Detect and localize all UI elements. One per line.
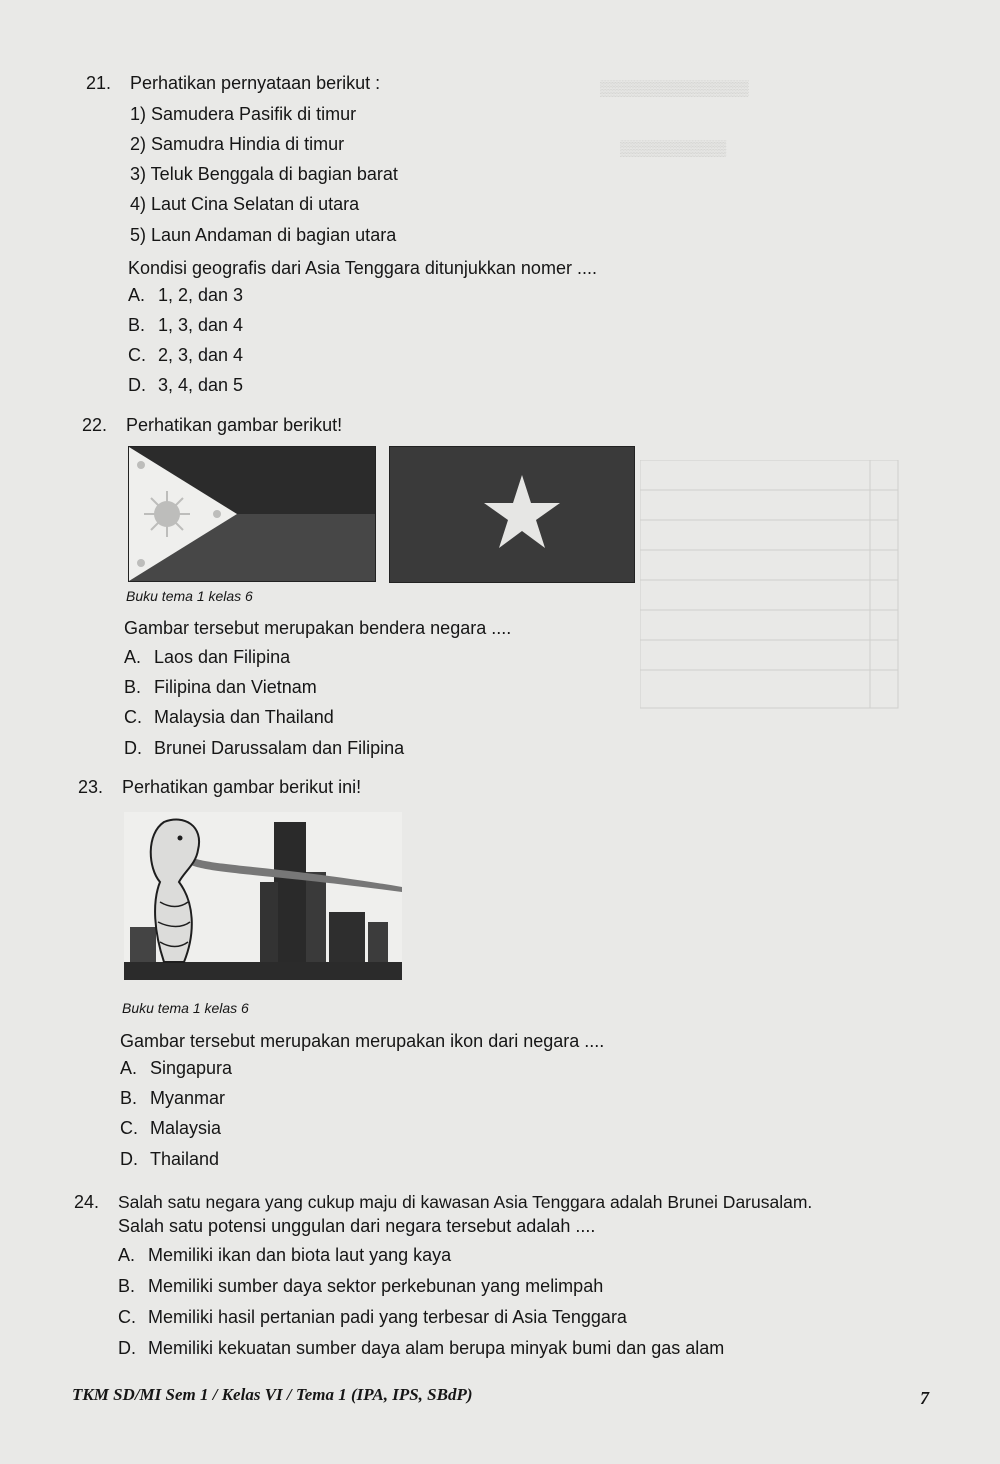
option-text: Malaysia (150, 1118, 222, 1138)
option-letter: B. (124, 677, 142, 697)
bleed-table-grid (640, 460, 900, 710)
option-letter: B. (118, 1276, 136, 1296)
vietnam-flag-image (389, 446, 635, 583)
option-letter: C. (128, 345, 146, 365)
bleed-through-text: ▒▒▒▒▒▒▒▒▒▒▒▒▒▒ (600, 80, 749, 97)
option-text: Brunei Darussalam dan Filipina (154, 738, 405, 758)
option-letter: A. (118, 1245, 136, 1265)
q23-stem: Perhatikan gambar berikut ini! (122, 777, 362, 797)
option-text: Thailand (150, 1149, 220, 1169)
q21-option-b[interactable] (128, 315, 243, 336)
q23-prompt: Gambar tersebut merupakan merupakan ikon dari negara .... (120, 1031, 605, 1051)
q21-stem: Perhatikan pernyataan berikut : (130, 73, 381, 93)
q22-option-d[interactable] (124, 738, 404, 759)
q22-image-caption: Buku tema 1 kelas 6 (126, 588, 253, 604)
option-letter: C. (124, 707, 142, 727)
bleed-through-table (640, 460, 900, 714)
q23-option-a[interactable] (120, 1058, 232, 1079)
q23-number: 23. (78, 777, 104, 797)
option-text: Singapura (150, 1058, 233, 1078)
option-letter: D. (124, 738, 142, 758)
q21-option-c[interactable] (128, 345, 243, 366)
option-text: 1, 2, dan 3 (158, 285, 244, 305)
philippines-flag-image (128, 446, 376, 582)
option-text: Filipina dan Vietnam (154, 677, 317, 697)
q23-option-c[interactable] (120, 1118, 221, 1139)
q21-item: 4) Laut Cina Selatan di utara (130, 194, 360, 214)
footer-title: TKM SD/MI Sem 1 / Kelas VI / Tema 1 (IPA, IPS, SBdP) (72, 1385, 473, 1404)
q23-option-b[interactable] (120, 1088, 225, 1109)
q22-option-a[interactable] (124, 647, 290, 668)
option-text: Laos dan Filipina (154, 647, 291, 667)
q22-option-c[interactable] (124, 707, 334, 728)
option-text: 1, 3, dan 4 (158, 315, 244, 335)
option-letter: A. (128, 285, 146, 305)
q24-number: 24. (74, 1192, 100, 1212)
q23-option-d[interactable] (120, 1149, 219, 1170)
q21-item: 2) Samudra Hindia di timur (130, 134, 345, 154)
page-number: 7 (920, 1388, 929, 1408)
q22-option-b[interactable] (124, 677, 317, 698)
q23-image-caption: Buku tema 1 kelas 6 (122, 1000, 249, 1016)
option-letter: D. (118, 1338, 136, 1358)
q24-option-b[interactable] (118, 1276, 603, 1297)
merlion-image (124, 812, 402, 980)
option-letter: B. (120, 1088, 138, 1108)
option-text: Malaysia dan Thailand (154, 707, 334, 727)
q24-option-c[interactable] (118, 1307, 627, 1328)
option-text: 3, 4, dan 5 (158, 375, 244, 395)
q21-prompt: Kondisi geografis dari Asia Tenggara ditunjukkan nomer .... (128, 258, 597, 278)
q21-item: 3) Teluk Benggala di bagian barat (130, 164, 398, 184)
q22-prompt: Gambar tersebut merupakan bendera negara .... (124, 618, 512, 638)
q21-option-a[interactable] (128, 285, 243, 306)
option-text: Memiliki kekuatan sumber daya alam berupa minyak bumi dan gas alam (148, 1338, 725, 1358)
q22-number: 22. (82, 415, 108, 435)
option-text: Myanmar (150, 1088, 226, 1108)
q22-stem: Perhatikan gambar berikut! (126, 415, 343, 435)
q24-stem-line-2: Salah satu potensi unggulan dari negara tersebut adalah .... (118, 1216, 596, 1236)
option-letter: D. (128, 375, 146, 395)
option-letter: A. (120, 1058, 138, 1078)
bleed-through-text: ▒▒▒▒▒▒▒▒▒▒ (620, 140, 727, 157)
option-letter: D. (120, 1149, 138, 1169)
q24-stem-line-1: Salah satu negara yang cukup maju di kawasan Asia Tenggara adalah Brunei Darusalam. (118, 1192, 813, 1212)
q21-number: 21. (86, 73, 112, 93)
option-letter: A. (124, 647, 142, 667)
option-letter: C. (120, 1118, 138, 1138)
option-text: Memiliki hasil pertanian padi yang terbesar di Asia Tenggara (148, 1307, 627, 1327)
option-text: 2, 3, dan 4 (158, 345, 244, 365)
q24-option-d[interactable] (118, 1338, 724, 1359)
q21-item: 1) Samudera Pasifik di timur (130, 104, 357, 124)
q24-option-a[interactable] (118, 1245, 451, 1266)
option-letter: B. (128, 315, 146, 335)
q21-option-d[interactable] (128, 375, 243, 396)
q21-item: 5) Laun Andaman di bagian utara (130, 225, 397, 245)
option-letter: C. (118, 1307, 136, 1327)
option-text: Memiliki ikan dan biota laut yang kaya (148, 1245, 452, 1265)
option-text: Memiliki sumber daya sektor perkebunan yang melimpah (148, 1276, 604, 1296)
